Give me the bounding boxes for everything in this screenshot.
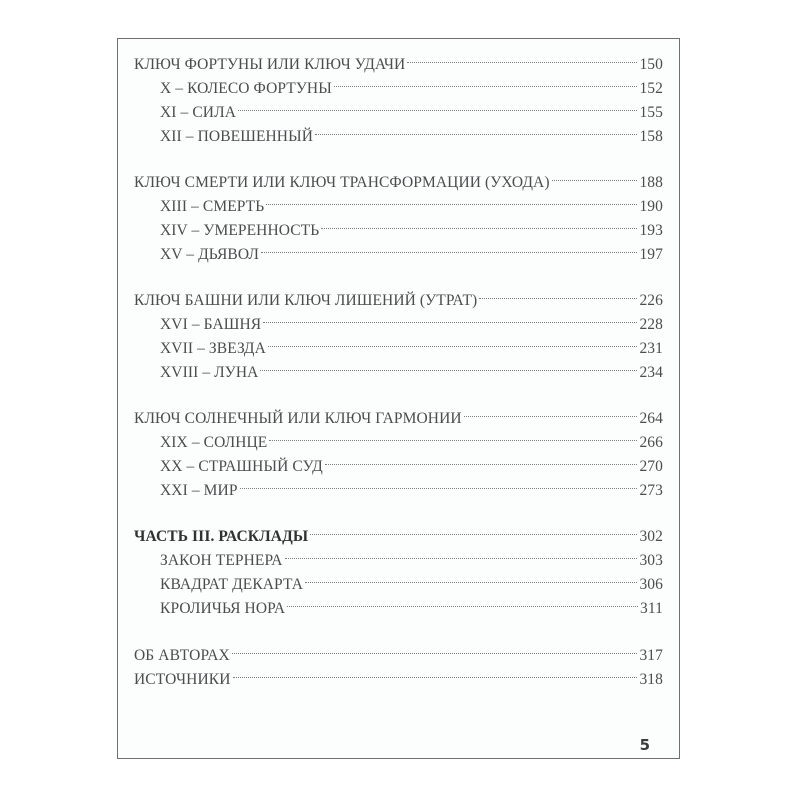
toc-section-tower-key bbox=[134, 281, 663, 381]
dot-leader bbox=[239, 471, 639, 495]
toc-entry-page: 306 bbox=[639, 576, 663, 593]
toc-entry-label: КЛЮЧ СОЛНЕЧНЫЙ ИЛИ КЛЮЧ ГАРМОНИИ bbox=[134, 410, 462, 427]
toc-entry-page: 190 bbox=[639, 198, 663, 215]
toc-entry-label: ИСТОЧНИКИ bbox=[134, 671, 231, 688]
toc-entry-label: XXI – МИР bbox=[160, 482, 238, 499]
dot-leader bbox=[333, 69, 639, 93]
dot-leader bbox=[284, 541, 639, 565]
toc-entry-page: 231 bbox=[639, 340, 663, 357]
toc-entry-label: ОБ АВТОРАХ bbox=[134, 647, 230, 664]
dot-leader bbox=[259, 353, 638, 377]
dot-leader bbox=[478, 281, 638, 305]
toc-entry-page: 197 bbox=[639, 246, 663, 263]
toc-entry-page: 270 bbox=[639, 458, 663, 475]
dot-leader bbox=[237, 93, 638, 117]
dot-leader bbox=[232, 660, 639, 684]
toc-entry-label: КЛЮЧ ФОРТУНЫ ИЛИ КЛЮЧ УДАЧИ bbox=[134, 56, 406, 73]
toc-section-death-key bbox=[134, 163, 663, 263]
toc-entry-heading[interactable] bbox=[134, 399, 663, 427]
dot-leader bbox=[406, 45, 638, 69]
toc-entry-page: 193 bbox=[639, 222, 663, 239]
toc-entry-label: XI – СИЛА bbox=[160, 104, 236, 121]
toc-entry-label: КЛЮЧ СМЕРТИ ИЛИ КЛЮЧ ТРАНСФОРМАЦИИ (УХОДА) bbox=[134, 174, 550, 191]
dot-leader bbox=[551, 163, 639, 187]
toc-entry-label: ЧАСТЬ III. РАСКЛАДЫ bbox=[134, 528, 309, 545]
dot-leader bbox=[262, 305, 638, 329]
page-number: 5 bbox=[639, 736, 650, 754]
toc-entry-label: КВАДРАТ ДЕКАРТА bbox=[160, 576, 304, 593]
toc-entry-label: ЗАКОН ТЕРНЕРА bbox=[160, 552, 283, 569]
dot-leader bbox=[314, 117, 638, 141]
toc-section-part-three bbox=[134, 517, 663, 617]
dot-leader bbox=[286, 589, 639, 613]
toc-entry-label: КРОЛИЧЬЯ НОРА bbox=[160, 600, 286, 617]
toc-entry-label: XII – ПОВЕШЕННЫЙ bbox=[160, 128, 314, 145]
table-of-contents bbox=[134, 45, 663, 706]
toc-entry-page: 234 bbox=[639, 364, 663, 381]
toc-entry-page: 155 bbox=[639, 104, 663, 121]
book-page bbox=[117, 38, 680, 759]
toc-entry-page: 302 bbox=[639, 528, 663, 545]
dot-leader bbox=[231, 636, 639, 660]
toc-entry-page: 318 bbox=[639, 671, 663, 688]
dot-leader bbox=[324, 447, 639, 471]
toc-section-sun-key bbox=[134, 399, 663, 499]
dot-leader bbox=[304, 565, 638, 589]
toc-section-appendix bbox=[134, 636, 663, 688]
toc-entry-label: КЛЮЧ БАШНИ ИЛИ КЛЮЧ ЛИШЕНИЙ (УТРАТ) bbox=[134, 292, 478, 309]
toc-entry-label: XIV – УМЕРЕННОСТЬ bbox=[160, 222, 320, 239]
toc-entry-page: 158 bbox=[639, 128, 663, 145]
dot-leader bbox=[260, 235, 638, 259]
toc-entry-page: 228 bbox=[639, 316, 663, 333]
toc-entry-label: X – КОЛЕСО ФОРТУНЫ bbox=[160, 80, 332, 97]
toc-entry-page: 273 bbox=[639, 482, 663, 499]
toc-part-heading[interactable] bbox=[134, 517, 663, 545]
toc-entry-page: 150 bbox=[639, 56, 663, 73]
toc-entry-label: XX – СТРАШНЫЙ СУД bbox=[160, 458, 323, 475]
dot-leader bbox=[268, 423, 638, 447]
toc-entry-label: XIII – СМЕРТЬ bbox=[160, 198, 265, 215]
toc-entry-label: XV – ДЬЯВОЛ bbox=[160, 246, 259, 263]
toc-entry-page: 226 bbox=[639, 292, 663, 309]
toc-entry-label: XIX – СОЛНЦЕ bbox=[160, 434, 268, 451]
toc-entry-page: 266 bbox=[639, 434, 663, 451]
toc-entry-page: 311 bbox=[640, 600, 663, 617]
toc-entry-heading[interactable] bbox=[134, 163, 663, 191]
toc-entry-about-authors[interactable] bbox=[134, 636, 663, 664]
toc-entry-heading[interactable] bbox=[134, 45, 663, 73]
dot-leader bbox=[267, 329, 639, 353]
toc-section-fortune-key bbox=[134, 45, 663, 145]
toc-entry-label: XVIII – ЛУНА bbox=[160, 364, 259, 381]
dot-leader bbox=[309, 517, 638, 541]
toc-entry-page: 188 bbox=[639, 174, 663, 191]
toc-entry-label: XVI – БАШНЯ bbox=[160, 316, 262, 333]
toc-entry-page: 152 bbox=[639, 80, 663, 97]
toc-entry-heading[interactable] bbox=[134, 281, 663, 309]
toc-entry-page: 264 bbox=[639, 410, 663, 427]
dot-leader bbox=[320, 211, 638, 235]
dot-leader bbox=[265, 187, 638, 211]
toc-entry-label: XVII – ЗВЕЗДА bbox=[160, 340, 266, 357]
dot-leader bbox=[463, 399, 639, 423]
toc-entry-page: 303 bbox=[639, 552, 663, 569]
toc-entry-page: 317 bbox=[639, 647, 663, 664]
